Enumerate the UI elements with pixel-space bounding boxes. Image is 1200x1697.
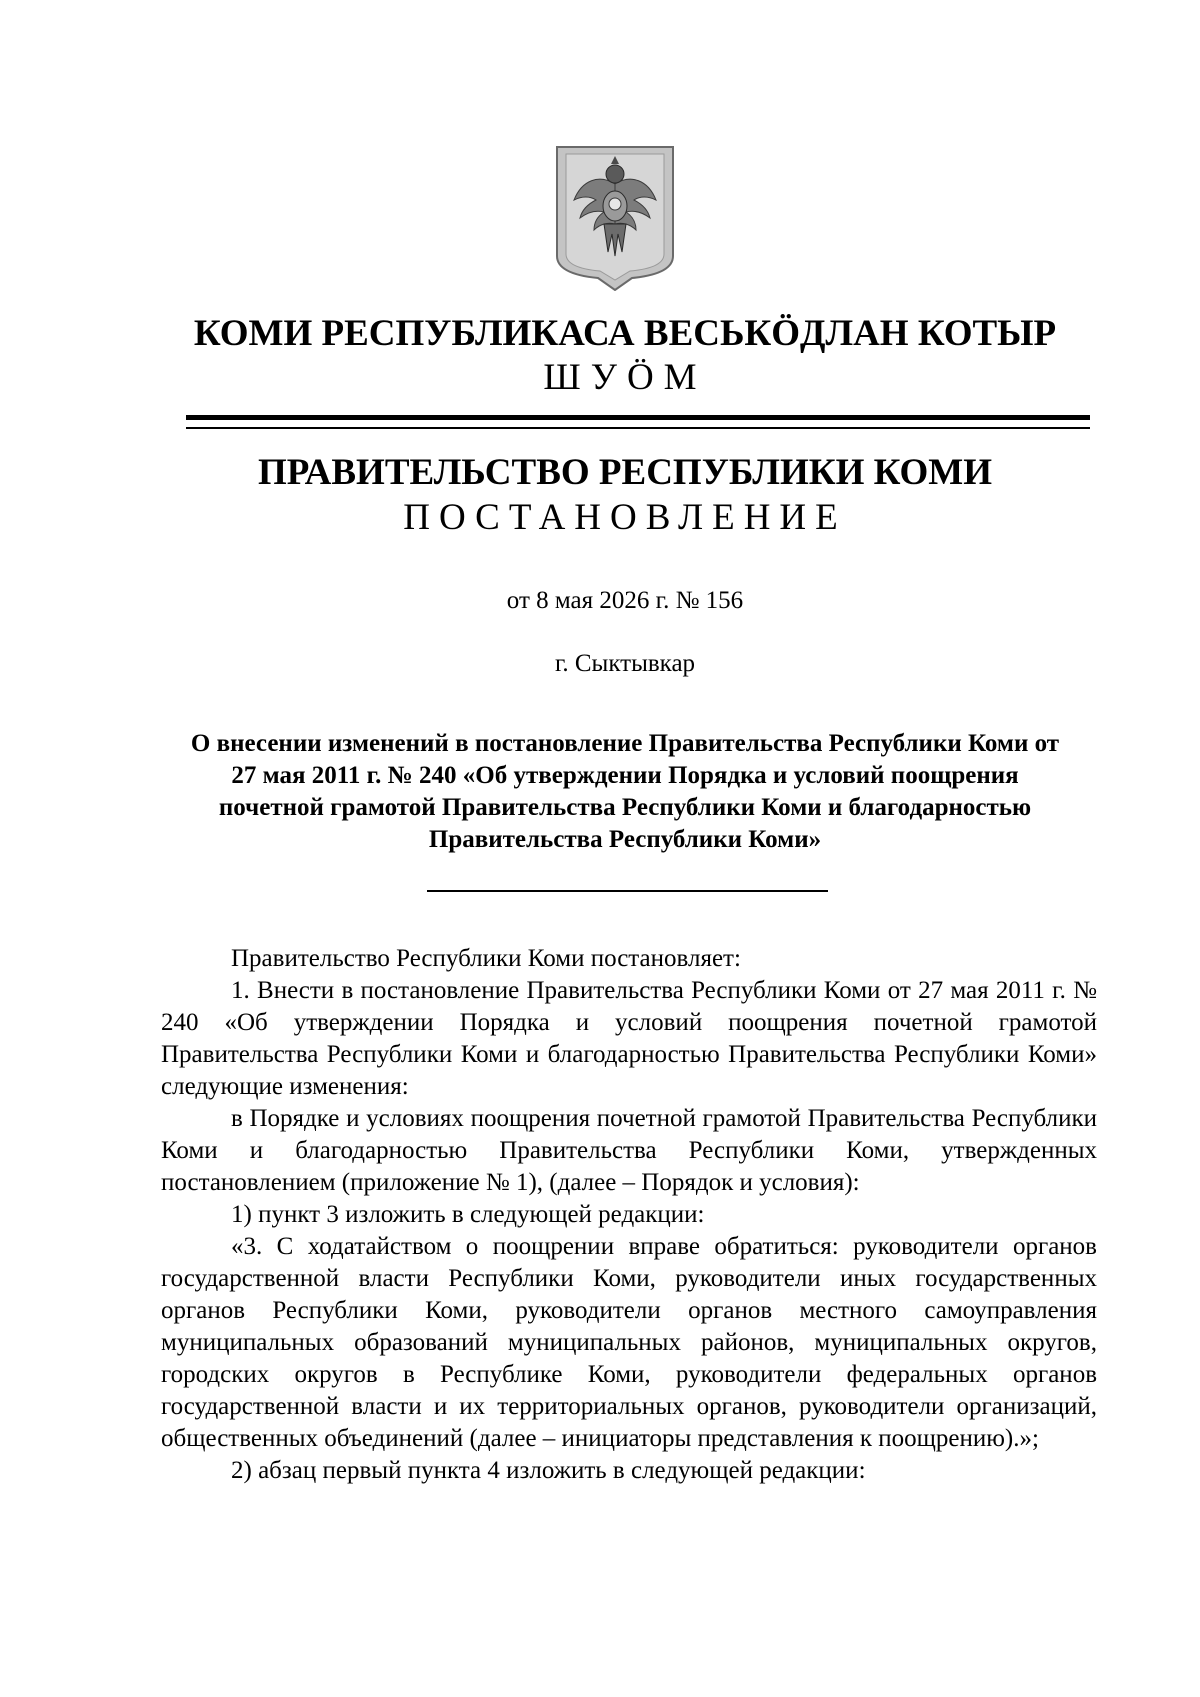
coat-of-arms-icon <box>554 144 676 291</box>
body-paragraph: Правительство Республики Коми постановляет: <box>231 945 741 972</box>
document-place: г. Сыктывкар <box>554 650 696 677</box>
body-paragraph: 2) абзац первый пункта 4 изложить в следующей редакции: <box>231 1457 866 1484</box>
header-divider-thin <box>186 427 1090 429</box>
header-divider-thick <box>186 415 1090 420</box>
title-underline <box>427 890 828 892</box>
document-body <box>161 943 1097 1487</box>
body-paragraph: 1. Внести в постановление Правительства Республики Коми от 27 мая 2011 г. № 240 «Об утверждении Порядка и условий поощрения почетной грамотой Правительства Республики Коми и благодарностью Правительства Республики Коми» следующие изменения: <box>161 977 1097 1100</box>
komi-government-name: КОМИ РЕСПУБЛИКАСА ВЕСЬКÖДЛАН КОТЫР <box>193 313 1057 354</box>
body-paragraph: «3. С ходатайством о поощрении вправе обратиться: руководители органов государственной власти Республики Коми, руководители иных государственных органов Республики Коми, руководители органов местного самоуправления муниципальных образований муниципальных районов, муниципальных округов, городских округов в Республике Коми, руководители федеральных органов государственной власти и их территориальных органов, руководители организаций, общественных объединений (далее – инициаторы представления к поощрению).»; <box>161 1233 1097 1452</box>
russian-government-name: ПРАВИТЕЛЬСТВО РЕСПУБЛИКИ КОМИ <box>258 452 992 493</box>
document-title: О внесении изменений в постановление Правительства Республики Коми от 27 мая 2011 г. № 240 «Об утверждении Порядка и условий поощрения почетной грамотой Правительства Республики Коми и благодарностью Правительства Республики Коми» <box>190 730 1060 853</box>
komi-document-type: ШУÖМ <box>543 357 707 398</box>
russian-document-type: ПОСТАНОВЛЕНИЕ <box>403 497 847 538</box>
body-paragraph: 1) пункт 3 изложить в следующей редакции: <box>231 1201 705 1228</box>
document-date-number: от 8 мая 2026 г. № 156 <box>506 587 744 614</box>
coat-of-arms-emblem <box>554 144 676 291</box>
body-paragraph: в Порядке и условиях поощрения почетной грамотой Правительства Республики Коми и благодарностью Правительства Республики Коми, утвержденных постановлением (приложение № 1), (далее – Порядок и условия): <box>161 1105 1097 1196</box>
